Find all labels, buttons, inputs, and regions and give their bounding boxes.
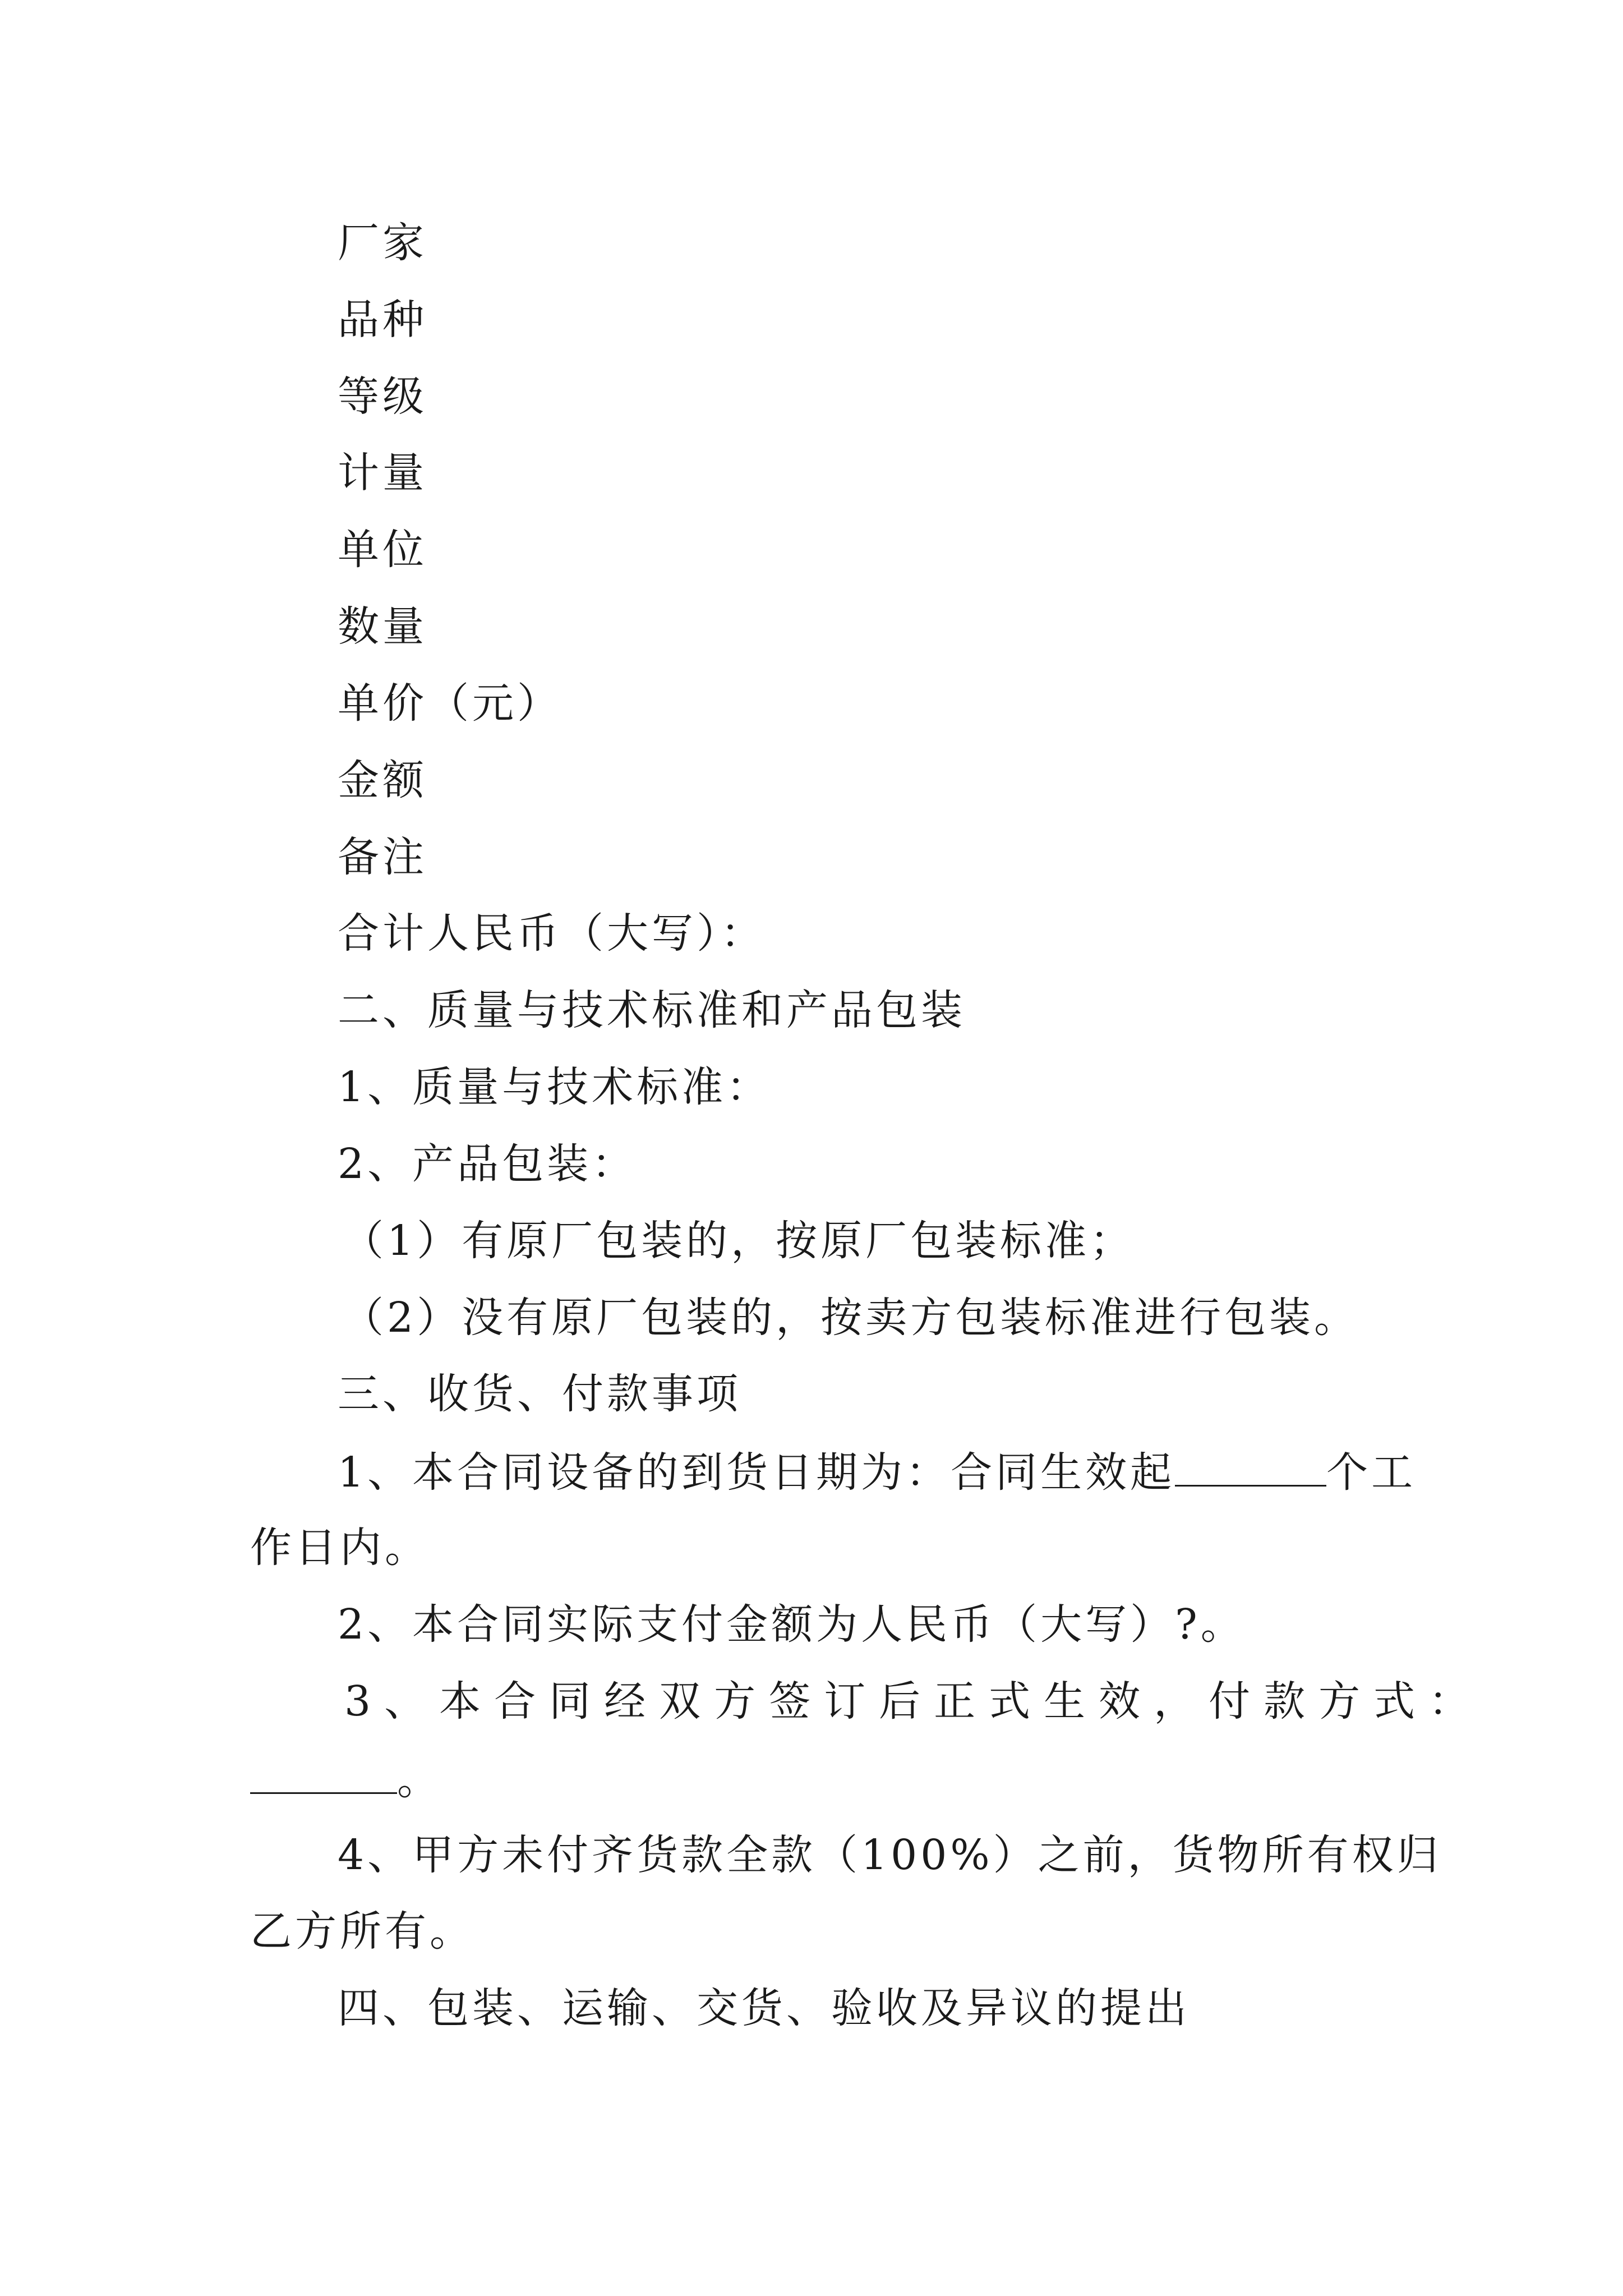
- section2-title: 二、质量与技术标准和产品包装: [338, 986, 966, 1034]
- payment-method-blank: [250, 1757, 397, 1794]
- section3-item3-cont: [250, 1756, 442, 1804]
- item-unit-price: 单价（元）: [338, 679, 562, 728]
- section2-sub2: （2）没有原厂包装的，按卖方包装标准进行包装。: [342, 1294, 1359, 1342]
- section3-item3: 3、本合同经双方签订后正式生效，付款方式：: [344, 1677, 1484, 1726]
- section2-sub1: （1）有原厂包装的，按原厂包装标准；: [342, 1217, 1135, 1265]
- item-variety: 品种: [338, 296, 427, 344]
- section3-item2: 2、本合同实际支付金额为人民币（大写）?。: [338, 1600, 1246, 1649]
- section3-title: 三、收货、付款事项: [338, 1370, 741, 1418]
- delivery-days-blank: [1175, 1450, 1326, 1487]
- item-manufacturer: 厂家: [338, 219, 427, 267]
- section2-item1: 1、质量与技术标准：: [338, 1063, 772, 1111]
- section3-item1-text: 1、本合同设备的到货日期为：合同生效起: [338, 1448, 1175, 1497]
- section3-item1-cont: 作日内。: [250, 1524, 430, 1572]
- section3-item1: [338, 1448, 1417, 1497]
- item-unit: 单位: [338, 526, 427, 574]
- item-total-rmb: 合计人民币（大写）：: [338, 909, 766, 958]
- section3-item3-end: 。: [397, 1756, 442, 1804]
- item-quantity: 数量: [338, 602, 427, 651]
- section4-title: 四、包装、运输、交货、验收及异议的提出: [338, 1984, 1190, 2032]
- section3-item4-cont: 乙方所有。: [250, 1907, 474, 1955]
- item-grade: 等级: [338, 372, 427, 421]
- item-measure: 计量: [338, 449, 427, 497]
- section3-item1-suffix: 个工: [1326, 1448, 1417, 1497]
- section3-item4: 4、甲方未付齐货款全款（100%）之前，货物所有权归: [338, 1831, 1442, 1879]
- section2-item2: 2、产品包装：: [338, 1140, 637, 1188]
- item-remarks: 备注: [338, 833, 427, 881]
- item-amount: 金额: [338, 756, 427, 804]
